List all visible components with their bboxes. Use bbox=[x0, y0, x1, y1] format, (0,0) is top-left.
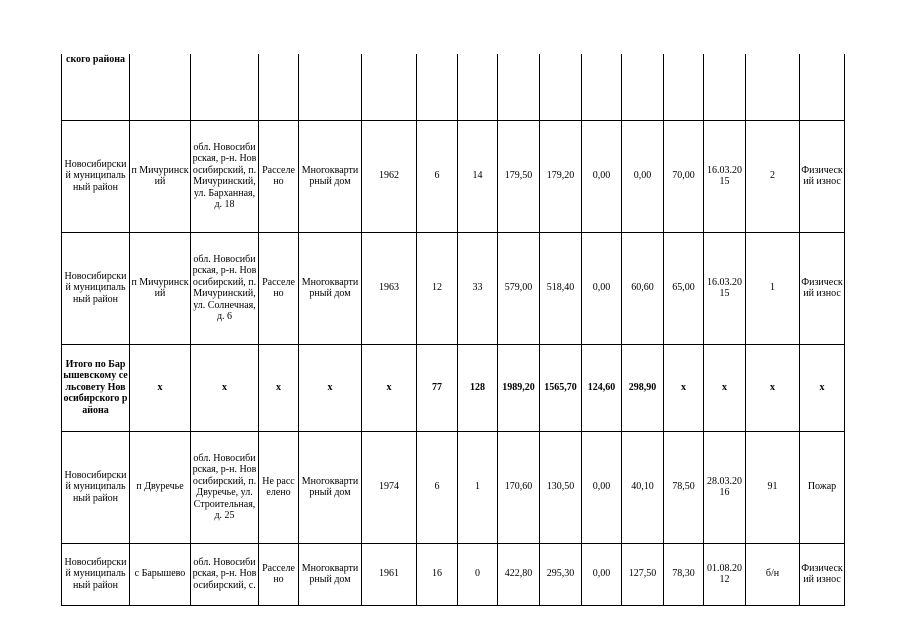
house-type-cell: Многоквартирный дом bbox=[299, 543, 362, 605]
value-cell: 6 bbox=[417, 120, 458, 232]
value-cell: x bbox=[746, 344, 800, 431]
date-cell: 01.08.2012 bbox=[704, 543, 746, 605]
table-row bbox=[62, 54, 845, 120]
district-cell: Новосибирский муниципальный район bbox=[62, 120, 130, 232]
district-cell: Новосибирский муниципальный район bbox=[62, 431, 130, 543]
value-cell: 298,90 bbox=[622, 344, 664, 431]
date-cell: 28.03.2016 bbox=[704, 431, 746, 543]
value-cell: 127,50 bbox=[622, 543, 664, 605]
year-cell bbox=[362, 54, 417, 120]
value-cell: 1565,70 bbox=[540, 344, 582, 431]
value-cell bbox=[417, 54, 458, 120]
table-row bbox=[62, 431, 845, 543]
value-cell: 1989,20 bbox=[498, 344, 540, 431]
value-cell: 16 bbox=[417, 543, 458, 605]
status-cell: Расселено bbox=[259, 232, 299, 344]
value-cell: 179,50 bbox=[498, 120, 540, 232]
table-body bbox=[62, 54, 845, 605]
value-cell: 91 bbox=[746, 431, 800, 543]
value-cell: 0,00 bbox=[582, 543, 622, 605]
value-cell bbox=[458, 54, 498, 120]
district-cell: Итого по Барышевскому сельсовету Новосибирского района bbox=[62, 344, 130, 431]
value-cell: 128 bbox=[458, 344, 498, 431]
date-cell: 16.03.2015 bbox=[704, 232, 746, 344]
reason-cell: Пожар bbox=[800, 431, 845, 543]
settlement-cell: с Барышево bbox=[130, 543, 191, 605]
table-row bbox=[62, 232, 845, 344]
value-cell: 1 bbox=[458, 431, 498, 543]
table-row bbox=[62, 120, 845, 232]
reason-cell: Физический износ bbox=[800, 120, 845, 232]
settlement-cell: п Мичуринский bbox=[130, 120, 191, 232]
year-cell: x bbox=[362, 344, 417, 431]
house-type-cell: Многоквартирный дом bbox=[299, 431, 362, 543]
reason-cell bbox=[800, 54, 845, 120]
value-cell: 422,80 bbox=[498, 543, 540, 605]
district-cell: Новосибирский муниципальный район bbox=[62, 232, 130, 344]
value-cell: 2 bbox=[746, 120, 800, 232]
value-cell: 33 bbox=[458, 232, 498, 344]
date-cell: x bbox=[704, 344, 746, 431]
house-type-cell: x bbox=[299, 344, 362, 431]
year-cell: 1961 bbox=[362, 543, 417, 605]
value-cell: 518,40 bbox=[540, 232, 582, 344]
status-cell bbox=[259, 54, 299, 120]
value-cell: 78,30 bbox=[664, 543, 704, 605]
settlement-cell bbox=[130, 54, 191, 120]
value-cell: 0,00 bbox=[582, 232, 622, 344]
total-row bbox=[62, 344, 845, 431]
date-cell: 16.03.2015 bbox=[704, 120, 746, 232]
address-cell bbox=[191, 54, 259, 120]
house-type-cell: Многоквартирный дом bbox=[299, 232, 362, 344]
value-cell: 40,10 bbox=[622, 431, 664, 543]
value-cell: 78,50 bbox=[664, 431, 704, 543]
value-cell: б/н bbox=[746, 543, 800, 605]
house-type-cell bbox=[299, 54, 362, 120]
value-cell: 124,60 bbox=[582, 344, 622, 431]
value-cell: 6 bbox=[417, 431, 458, 543]
status-cell: x bbox=[259, 344, 299, 431]
value-cell: 60,60 bbox=[622, 232, 664, 344]
value-cell: 0,00 bbox=[582, 431, 622, 543]
district-cell: Новосибирский муниципальный район bbox=[62, 543, 130, 605]
value-cell: 179,20 bbox=[540, 120, 582, 232]
value-cell: 0,00 bbox=[622, 120, 664, 232]
value-cell: 130,50 bbox=[540, 431, 582, 543]
value-cell: 70,00 bbox=[664, 120, 704, 232]
year-cell: 1974 bbox=[362, 431, 417, 543]
value-cell: 579,00 bbox=[498, 232, 540, 344]
value-cell: 12 bbox=[417, 232, 458, 344]
address-cell: обл. Новосибирская, р-н. Новосибирский, с. bbox=[191, 543, 259, 605]
settlement-cell: x bbox=[130, 344, 191, 431]
address-cell: обл. Новосибирская, р-н. Новосибирский, п. Двуречье, ул. Строительная, д. 25 bbox=[191, 431, 259, 543]
value-cell: 295,30 bbox=[540, 543, 582, 605]
status-cell: Не расселено bbox=[259, 431, 299, 543]
value-cell bbox=[540, 54, 582, 120]
status-cell: Расселено bbox=[259, 543, 299, 605]
value-cell bbox=[622, 54, 664, 120]
value-cell bbox=[582, 54, 622, 120]
address-cell: обл. Новосибирская, р-н. Новосибирский, п. Мичуринский, ул. Солнечная, д. 6 bbox=[191, 232, 259, 344]
year-cell: 1962 bbox=[362, 120, 417, 232]
value-cell: 65,00 bbox=[664, 232, 704, 344]
house-type-cell: Многоквартирный дом bbox=[299, 120, 362, 232]
address-cell: обл. Новосибирская, р-н. Новосибирский, п. Мичуринский, ул. Барханная, д. 18 bbox=[191, 120, 259, 232]
value-cell bbox=[746, 54, 800, 120]
housing-table bbox=[61, 54, 845, 606]
date-cell bbox=[704, 54, 746, 120]
value-cell: 14 bbox=[458, 120, 498, 232]
value-cell: 170,60 bbox=[498, 431, 540, 543]
status-cell: Расселено bbox=[259, 120, 299, 232]
settlement-cell: п Двуречье bbox=[130, 431, 191, 543]
district-cell: ского района bbox=[62, 54, 130, 120]
value-cell: 0 bbox=[458, 543, 498, 605]
reason-cell: Физический износ bbox=[800, 543, 845, 605]
year-cell: 1963 bbox=[362, 232, 417, 344]
settlement-cell: п Мичуринский bbox=[130, 232, 191, 344]
value-cell: 77 bbox=[417, 344, 458, 431]
reason-cell: x bbox=[800, 344, 845, 431]
table-row bbox=[62, 543, 845, 605]
value-cell: 0,00 bbox=[582, 120, 622, 232]
value-cell: 1 bbox=[746, 232, 800, 344]
value-cell: x bbox=[664, 344, 704, 431]
reason-cell: Физический износ bbox=[800, 232, 845, 344]
value-cell bbox=[664, 54, 704, 120]
address-cell: x bbox=[191, 344, 259, 431]
value-cell bbox=[498, 54, 540, 120]
